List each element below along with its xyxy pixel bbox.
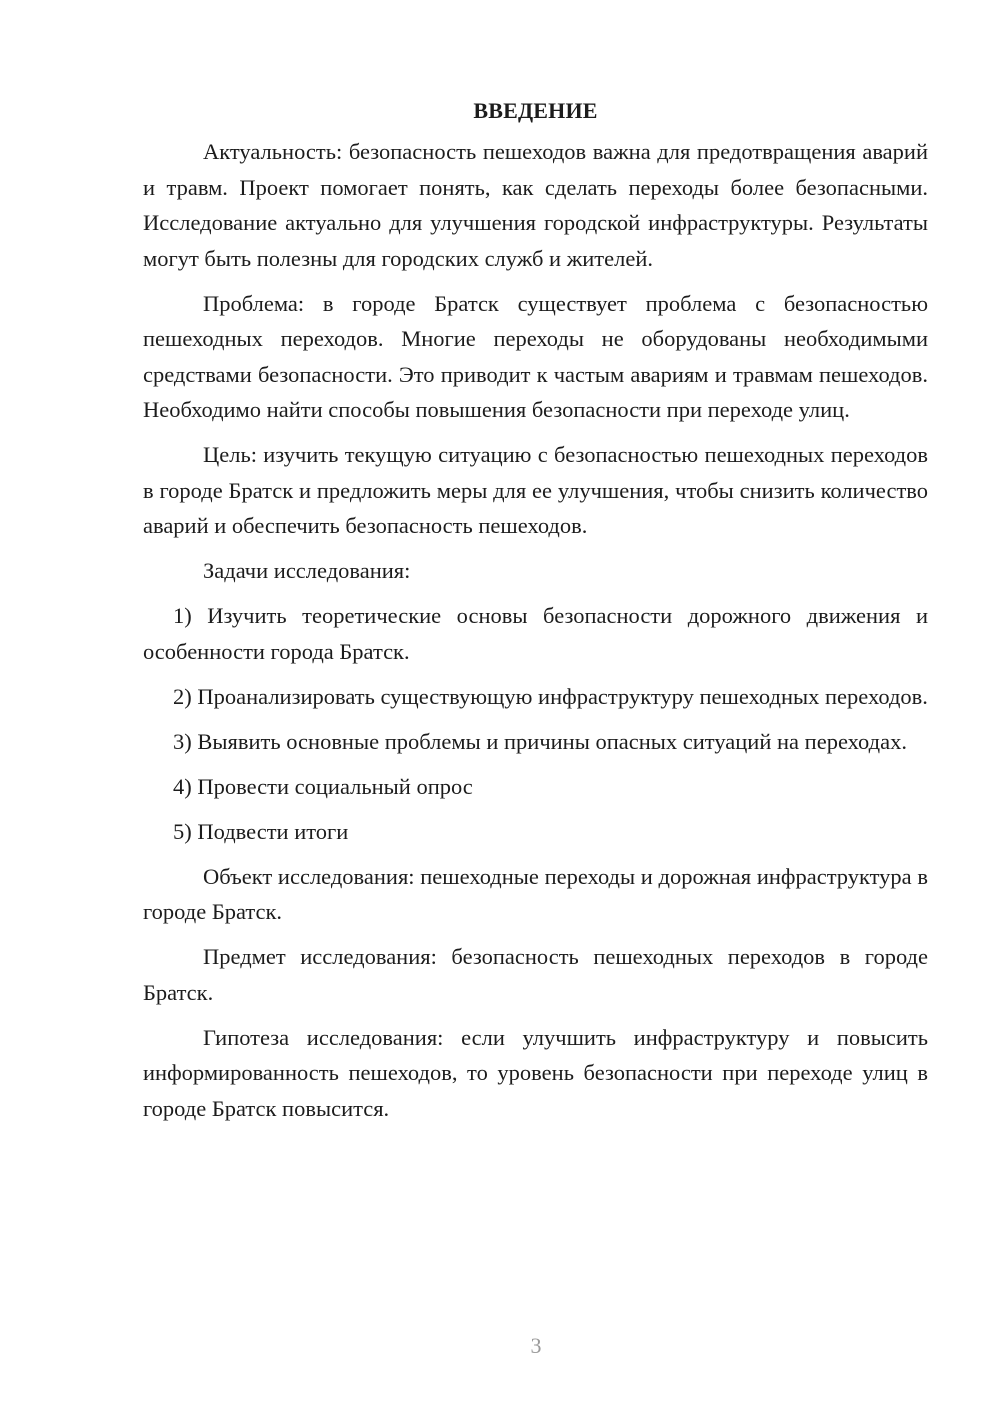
- tasks-heading: Задачи исследования:: [203, 558, 411, 583]
- object-paragraph: Объект исследования: пешеходные переходы и дорожная инфраструктура в городе Братск.: [143, 863, 928, 924]
- problem-paragraph: Проблема: в городе Братск существует проблема с безопасностью пешеходных переходов. Многие переходы не оборудованы необходимыми средствами безопасности. Это приводит к частым авариям и травмам пешеходов. Необходимо найти способы повышения безопасности при переходе улиц.: [143, 290, 928, 422]
- page-number: 3: [530, 1333, 542, 1358]
- task-item: 4) Провести социальный опрос: [173, 773, 473, 799]
- task-item: 5) Подвести итоги: [173, 818, 349, 844]
- document-page: [143, 90, 928, 1136]
- task-item: 3) Выявить основные проблемы и причины опасных ситуаций на переходах.: [173, 728, 907, 754]
- goal-paragraph: Цель: изучить текущую ситуацию с безопасностью пешеходных переходов в городе Братск и предложить меры для ее улучшения, чтобы снизить количество аварий и обеспечить безопасность пешеходов.: [143, 442, 928, 538]
- section-title: ВВЕДЕНИЕ: [473, 98, 598, 123]
- task-item: 1) Изучить теоретические основы безопасности дорожного движения и особенности города Братск.: [143, 603, 928, 664]
- task-item: 2) Проанализировать существующую инфраструктуру пешеходных переходов.: [173, 683, 928, 709]
- hypothesis-paragraph: Гипотеза исследования: если улучшить инфраструктуру и повысить информированность пешеходов, то уровень безопасности при переходе улиц в городе Братск повысится.: [143, 1024, 928, 1121]
- relevance-paragraph: Актуальность: безопасность пешеходов важна для предотвращения аварий и травм. Проект помогает понять, как сделать переходы более безопасными. Исследование актуально для улучшения городской инфраструктуры. Результаты могут быть полезны для городских служб и жителей.: [143, 139, 928, 271]
- subject-paragraph: Предмет исследования: безопасность пешеходных переходов в городе Братск.: [143, 944, 928, 1005]
